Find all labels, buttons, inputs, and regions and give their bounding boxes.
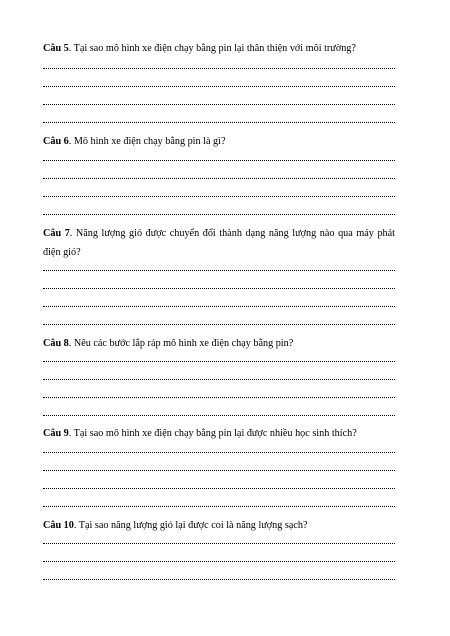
answer-line <box>43 270 395 271</box>
question-text: . Năng lượng gió được chuyển đổi thành dạng năng lượng nào qua máy phát điện gió? <box>43 228 395 258</box>
question-number: Câu 6 <box>43 136 69 147</box>
answer-line <box>43 324 395 325</box>
question-text: . Nêu các bước lắp ráp mô hình xe điện chạy bằng pin? <box>68 338 294 349</box>
answer-line <box>43 214 395 215</box>
answer-line <box>43 122 395 123</box>
answer-line <box>43 561 395 562</box>
question-text: . Tại sao mô hình xe điện chạy bằng pin lại được nhiều học sinh thích? <box>68 428 357 439</box>
question-number: Câu 10 <box>43 520 74 531</box>
question-number: Câu 7 <box>43 228 70 239</box>
answer-line <box>43 160 395 161</box>
question-text: . Tại sao mô hình xe điện chạy bằng pin lại thân thiện với môi trường? <box>68 43 356 54</box>
question-6 <box>43 132 395 151</box>
answer-line <box>43 379 395 380</box>
question-7 <box>43 224 395 262</box>
question-text: . Tại sao năng lượng gió lại được coi là năng lượng sạch? <box>73 520 308 531</box>
answer-line <box>43 397 395 398</box>
question-5 <box>43 39 395 58</box>
question-number: Câu 8 <box>43 338 69 349</box>
question-9 <box>43 424 395 443</box>
answer-line <box>43 86 395 87</box>
answer-line <box>43 579 395 580</box>
answer-line <box>43 543 395 544</box>
question-number: Câu 9 <box>43 428 69 439</box>
question-10 <box>43 516 395 535</box>
question-8 <box>43 334 395 353</box>
answer-line <box>43 68 395 69</box>
answer-line <box>43 488 395 489</box>
answer-line <box>43 506 395 507</box>
answer-line <box>43 196 395 197</box>
answer-line <box>43 178 395 179</box>
answer-line <box>43 306 395 307</box>
answer-line <box>43 361 395 362</box>
answer-line <box>43 288 395 289</box>
answer-line <box>43 452 395 453</box>
answer-line <box>43 104 395 105</box>
question-number: Câu 5 <box>43 43 69 54</box>
question-text: . Mô hình xe điện chạy bằng pin là gì? <box>68 136 226 147</box>
answer-line <box>43 470 395 471</box>
answer-line <box>43 415 395 416</box>
